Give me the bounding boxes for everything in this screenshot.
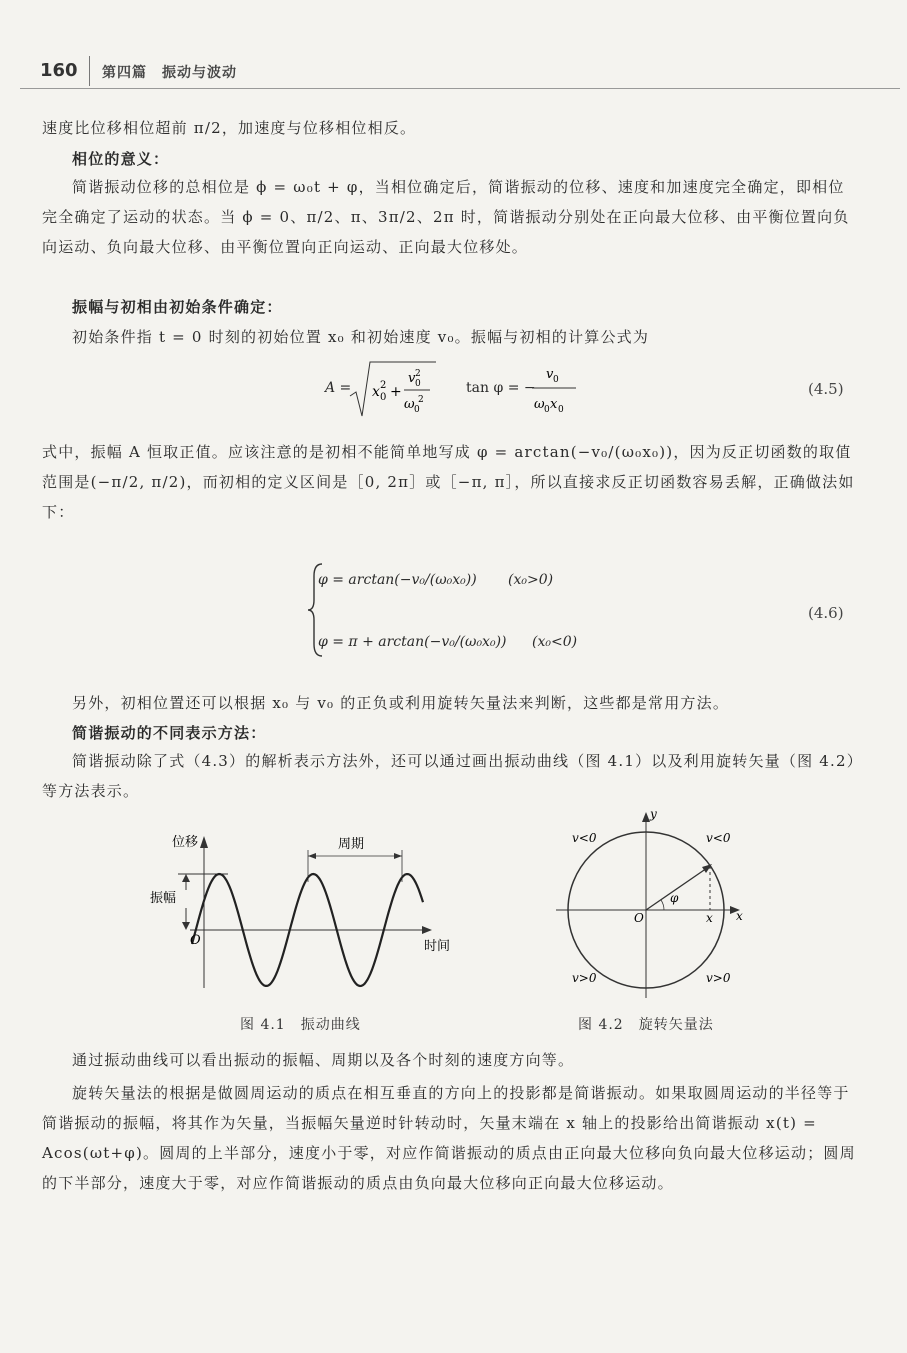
sqrt-formula (348, 356, 438, 420)
heading-amplitude: 振幅与初相由初始条件确定： (72, 298, 283, 316)
fig2-origin: O (634, 911, 644, 925)
paragraph-8: 旋转矢量法的根据是做圆周运动的质点在相互垂直的方向上的投影都是简谐振动。如果取圆周运动的半径等于简谐振动的振幅，将其作为矢量，当振幅矢量逆时针转动时，矢量末端在 x 轴上的投影给出简谐振动 x(t) = Acos(ωt+φ)。圆周的上半部分，速度小于零，对应作简谐振动的质点由正向最大位移向负向最大位移运动；圆周的下半部分，速度大于零，对应作简谐振动的质点由负向最大位移向正向最大位移运动。 (42, 1084, 856, 1192)
paragraph-5: 另外，初相位置还可以根据 x₀ 与 v₀ 的正负或利用旋转矢量法来判断，这些都是常用方法。 (72, 694, 730, 712)
eq46-condition-1: (x₀>0) (508, 572, 554, 588)
fig1-amplitude: 振幅 (150, 891, 177, 906)
tan-fraction (528, 364, 584, 416)
eq46-condition-2: (x₀<0) (532, 634, 578, 650)
fig1-period: 周期 (338, 837, 365, 852)
fig2-quadrant-bl: v>0 (572, 971, 597, 985)
eq-a-label: A = (325, 380, 352, 396)
paragraph-6: 简谐振动除了式（4.3）的解析表示方法外，还可以通过画出振动曲线（图 4.1）以及利用旋转矢量（图 4.2）等方法表示。 (42, 752, 856, 800)
svg-text:0: 0 (553, 375, 559, 385)
svg-text:ω: ω (534, 397, 545, 412)
heading-representation: 简谐振动的不同表示方法： (72, 724, 267, 742)
svg-text:v: v (546, 367, 554, 382)
fig1-origin: O (190, 933, 201, 948)
svg-text:x: x (550, 397, 558, 412)
fig2-phi: φ (670, 891, 679, 905)
eq-number-4-6: (4.6) (808, 604, 844, 622)
svg-text:0: 0 (558, 405, 564, 415)
header-divider (89, 56, 90, 86)
paragraph-7: 通过振动曲线可以看出振动的振幅、周期以及各个时刻的速度方向等。 (72, 1051, 575, 1069)
header-rule (20, 88, 900, 89)
paragraph-1: 速度比位移相位超前 π/2，加速度与位移相位相反。 (42, 119, 417, 137)
part-label: 第四篇 (102, 65, 147, 81)
svg-text:2: 2 (418, 395, 424, 405)
figure-4-1-caption: 图 4.1 振动曲线 (240, 1017, 361, 1033)
chapter-title: 振动与波动 (162, 65, 237, 81)
fig2-x-axis-label: x (736, 909, 743, 923)
page-header (0, 48, 907, 88)
paragraph-4: 式中，振幅 A 恒取正值。应该注意的是初相不能简单地写成 φ = arctan(−v₀/(ω₀x₀))，因为反正切函数的取值范围是(−π/2, π/2)，而初相的定义区间是［0, 2π］或［−π, π］，所以直接求反正切函数容易丢解，正确做法如下： (42, 443, 855, 521)
svg-text:+: + (390, 384, 402, 400)
svg-text:2: 2 (415, 369, 421, 379)
fig1-xlabel: 时间 (424, 939, 451, 954)
svg-text:0: 0 (414, 405, 420, 415)
figure-4-1-vibration-curve (140, 826, 470, 996)
fig2-quadrant-tr: v<0 (706, 831, 731, 845)
fig1-ylabel: 位移 (172, 835, 199, 850)
svg-text:ω: ω (404, 397, 415, 412)
figure-4-2-rotating-vector (548, 806, 768, 1006)
svg-text:x: x (372, 384, 380, 400)
eq-number-4-5: (4.5) (808, 380, 844, 398)
page-number: 160 (40, 60, 78, 81)
svg-text:0: 0 (380, 392, 387, 403)
svg-text:0: 0 (415, 379, 421, 389)
eq-tan-label: tan φ = − (466, 380, 536, 396)
fig2-y-label: y (650, 807, 657, 821)
eq46-line-1: φ = arctan(−v₀/(ω₀x₀)) (318, 572, 477, 588)
eq46-line-2: φ = π + arctan(−v₀/(ω₀x₀)) (318, 634, 507, 650)
svg-text:2: 2 (380, 380, 387, 391)
svg-text:v: v (408, 371, 416, 386)
svg-text:0: 0 (544, 405, 550, 415)
figure-4-2-caption: 图 4.2 旋转矢量法 (578, 1017, 714, 1033)
fig2-x-projection: x (706, 911, 713, 925)
heading-phase: 相位的意义： (72, 150, 170, 168)
paragraph-3: 初始条件指 t = 0 时刻的初始位置 x₀ 和初始速度 v₀。振幅与初相的计算公式为 (72, 328, 650, 346)
header-title (102, 62, 237, 82)
fig2-quadrant-tl: v<0 (572, 831, 597, 845)
paragraph-2: 简谐振动位移的总相位是 ϕ = ω₀t + φ，当相位确定后，简谐振动的位移、速度和加速度完全确定，即相位完全确定了运动的状态。当 ϕ = 0、π/2、π、3π/2、2π 时，简谐振动分别处在正向最大位移、由平衡位置向负向运动、负向最大位移、由平衡位置向正向运动、正向最大位移处。 (42, 178, 850, 256)
fig2-quadrant-br: v>0 (706, 971, 731, 985)
